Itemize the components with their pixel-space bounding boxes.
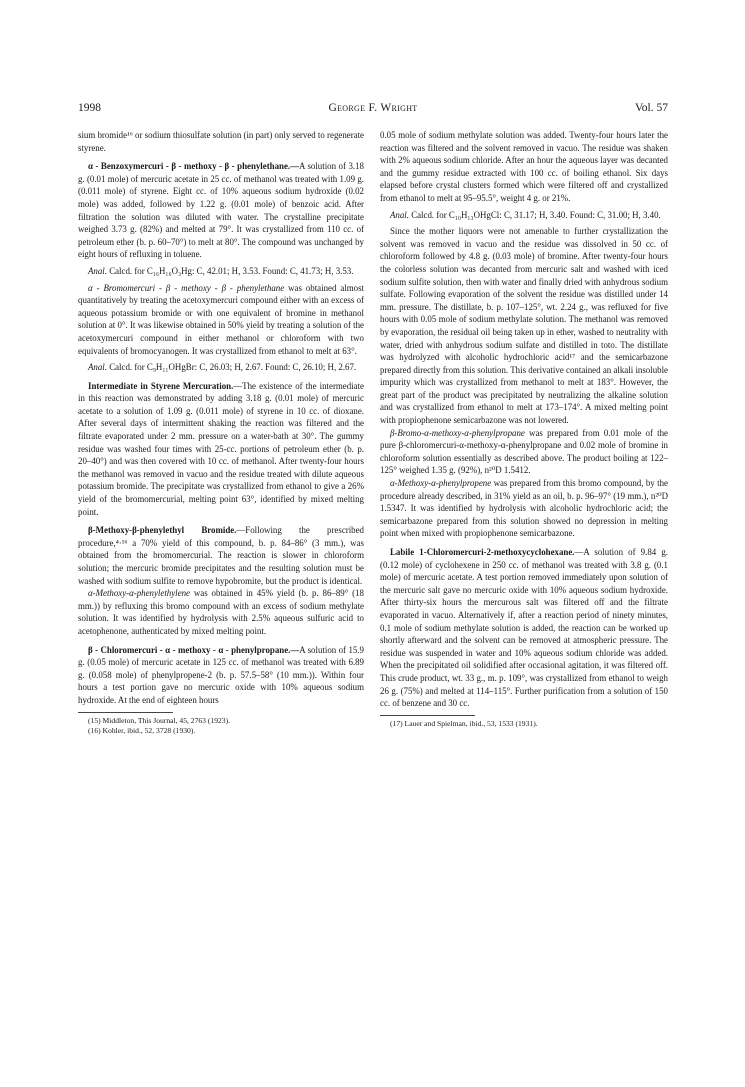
section-body: —The existence of the intermediate in this reaction was demonstrated by adding 3.18 g. (0.01 mole) of mercuric acetate to a solution of 1.09 g. (0.011 mole) of styrene in 10 cc. of dioxane. After several days of intermittent shaking the reaction was filtered and the filtrate evaporated under 2 mm. pressure on a water-bath at 30°. The gummy residue was washed four times with 25-cc. portions of petroleum ether (b. p. 20–40°) and was then covered with 10 cc. of methanol. After twenty-four hours the methanol was removed in vacuo and the residue treated with dilute aqueous potassium bromide. The precipitate was crystallized from ethanol to give a 26% yield of the bromomercurial, melting point 63°, identified by mixed melting point.	[78, 380, 364, 517]
footnote-rule	[380, 715, 475, 716]
compound-name: α - Bromomercuri - β - methoxy - β - phenylethane	[88, 282, 285, 293]
body-paragraph	[78, 282, 364, 358]
section-body: A solution of 3.18 g. (0.01 mole) of mercuric acetate in 25 cc. of methanol was treated with 1.09 g. (0.011 mole) of styrene. Eight cc. of 10% aqueous sodium hydroxide (0.02 mole) was added, followed by 1.22 g. (0.01 mole) of benzoic acid. After filtration the solution was diluted with water. The crystalline precipitate weighed 3.73 g. (82%) and melted at 79°. It was crystallized from 110 cc. of petroleum ether (b. p. 60–70°) to melt at 80°. The compound was unchanged by eight hours of refluxing in toluene.	[78, 161, 364, 260]
right-column	[380, 129, 668, 730]
section-heading: Labile 1-Chloromercuri-2-methoxycyclohexane.	[390, 547, 575, 557]
compound-name: β-Bromo-α-methoxy-α-phenylpropane	[390, 427, 525, 438]
analysis-paragraph	[78, 265, 364, 278]
page-header	[78, 100, 668, 116]
running-head-author: George F. Wright	[328, 102, 418, 114]
analysis-label: Anal.	[88, 362, 107, 373]
paragraph-text: was prepared from this bromo compound, by the procedure already described, in 31% yield as an oil, b. p. 96–97° (19 mm.), n²⁰D 1.5347. It was identified by hydrolysis with alcoholic hydrochloric acid; the semicarbazone prepared from this solution showed no depression in melting point when mixed with propiophenone semicarbazone.	[380, 478, 668, 539]
footnote: (15) Middleton, This Journal, 45, 2763 (1923).	[88, 715, 231, 725]
section-body: A solution of 15.9 g. (0.05 mole) of mercuric acetate in 125 cc. of methanol was treated with 6.89 g. (0.058 mole) of phenylpropene-2 (b. p. 57.5–58° (10 mm.)). Within four hours a test portion gave no mercuric oxide with 10% aqueous sodium hydroxide. At the end of eighteen hours	[78, 644, 364, 705]
section-paragraph	[78, 644, 364, 707]
section-paragraph	[78, 380, 364, 519]
compound-name: α-Methoxy-α-phenylpropene	[390, 478, 492, 489]
paragraph-text: was obtained almost quantitatively by treating the acetoxymercuri compound either with an excess of aqueous potassium bromide or with one equivalent of bromine in methanol solution at 0°. It was likewise obtained in 50% yield by treating a solution of the acetoxymercuri compound in either methanol or chloroform with two equivalents of bromocyanogen. It was crystallized from ethanol to melt at 63°.	[78, 282, 364, 356]
footnote: (16) Kohler, ibid., 52, 3728 (1930).	[88, 726, 196, 736]
section-heading: Intermediate in Styrene Mercuration.	[88, 380, 234, 391]
section-heading: α - Benzoxymercuri - β - methoxy - β - phenylethane.—	[88, 161, 300, 172]
footnote-rule	[78, 712, 173, 713]
analysis-label: Anal.	[390, 209, 409, 220]
analysis-paragraph	[78, 361, 364, 374]
section-body: —A solution of 9.84 g. (0.12 mole) of cyclohexene in 250 cc. of methanol was treated with 3.8 g. (0.1 mole) of mercuric acetate. A test portion removed immediately upon solution of the mercuric salt gave no mercuric oxide with 10% aqueous sodium hydroxide. After thirty-six hours the mercurous salt was filtered off and the filtrate evaporated in vacuo. Alternatively if, after a reaction period of ninety minutes, 0.1 mole of sodium methylate solution is added, the reaction can be worked up shortly afterward and the solvent can be removed at atmospheric pressure. The residue was suspended in water and 10% aqueous sodium chloride was added. When the precipitated oil solidified after occasional agitation, it was filtered off. This crude product, wt. 33 g., m. p. 109°, was crystallized from ethanol to weigh 26 g. (75%) and melted at 114–115°. Further purification from a solution of 150 cc. of benzene and 30 cc.	[380, 547, 669, 709]
analysis-paragraph	[380, 209, 668, 222]
paragraph-text: Since the mother liquors were not amenable to further crystallization the solvent was removed in vacuo and the residue was dissolved in 50 cc. of chloroform followed by 4.8 g. (0.03 mole) of bromine. After twenty-four hours the colorless solution was decanted from mercuric salt and washed with iced sodium sulfite solution, then with water and finally dried with anhydrous sodium sulfate. Following evaporation of the solvent the residue was distilled under 14 mm. pressure. The distillate, b. p. 107–125°, wt. 2.24 g., was refluxed for five hours with 0.05 mole of sodium methylate solution. The methanol was removed by evaporation, the residual oil being taken up in ether, washed to neutrality with water, dried with anhydrous sodium sulfate and distilled in toto. The distillate was hydrolyzed with alcoholic hydrochloric acid¹⁷ and the semicarbazone prepared directly from this solution. This derivative contained an alkali insoluble impurity which was crystallized from methanol to melt at 183°. However, the great part of the product was precipitated by neutralizing the alkaline solution and was crystallized from ethanol to melt at 173–174°. A mixed melting point with propiophenone semicarbazone was not lowered.	[380, 226, 668, 426]
paragraph-text: was prepared from 0.01 mole of the pure β-chloromercuri-α-methoxy-α-phenylpropane and 0.02 mole of bromine in chloroform solution essentially as described above. The product boiling at 122–125° weighed 1.35 g. (92%), n²⁰D 1.5412.	[380, 427, 668, 476]
section-heading: β-Methoxy-β-phenylethyl Bromide.	[88, 525, 237, 536]
compound-name: α-Methoxy-α-phenylethylene	[88, 588, 190, 599]
paragraph-text: 0.05 mole of sodium methylate solution was added. Twenty-four hours later the reaction was filtered and the solvent removed in vacuo. The residue was shaken with 2% aqueous sodium chloride. After an hour the aqueous layer was decanted and the gummy residue extracted with 100 cc. of boiling ethanol. Six days elapsed before crystal clusters formed which were filtered off and crystallized from ethanol to melt at 95–95.5°, weight 4 g. or 21%.	[380, 130, 668, 203]
analysis-text: Calcd. for C₉H₁₁OHgBr: C, 26.03; H, 2.67. Found: C, 26.10; H, 2.67.	[106, 362, 357, 373]
analysis-text: Calcd. for C₁₆H₁₆O₃Hg: C, 42.01; H, 3.53. Found: C, 41.73; H, 3.53.	[106, 265, 354, 276]
section-paragraph	[380, 546, 668, 710]
section-paragraph	[78, 524, 364, 587]
body-paragraph	[380, 129, 668, 205]
page-number: 1998	[78, 102, 101, 114]
body-paragraph	[380, 477, 668, 540]
left-column	[78, 129, 364, 737]
section-body: —Following the prescribed procedure,⁴·¹⁶ a 70% yield of this compound, b. p. 84–86° (3 mm.), was obtained from the bromomercurial. The reaction is slower in chloroform solution; the mercuric bromide precipitates and the resulting solution must be washed with sodium sulfite to remove hypobromite, but the product is identical.	[78, 525, 364, 586]
footnote: (17) Lauer and Spielman, ibid., 53, 1533 (1931).	[390, 718, 538, 728]
body-paragraph	[380, 427, 668, 477]
body-paragraph	[78, 129, 364, 154]
section-heading: β - Chloromercuri - α - methoxy - α - phenylpropane.—	[88, 644, 300, 655]
paragraph-text: was obtained in 45% yield (b. p. 86–89° (18 mm.)) by refluxing this bromo compound with an excess of sodium methylate solution. It was identified by hydrolysis with 2.5% aqueous sulfuric acid to acetophenone, authenticated by mixed melting point.	[78, 588, 364, 636]
analysis-text: Calcd. for C₁₀H₁₃OHgCl: C, 31.17; H, 3.40. Found: C, 31.00; H, 3.40.	[408, 209, 661, 220]
body-paragraph	[380, 225, 668, 427]
section-paragraph	[78, 160, 364, 261]
analysis-label: Anal.	[88, 265, 107, 276]
volume-number: Vol. 57	[634, 102, 668, 114]
body-paragraph	[78, 587, 364, 637]
paragraph-text: sium bromide¹⁶ or sodium thiosulfate solution (in part) only served to regenerate styrene.	[78, 130, 364, 153]
